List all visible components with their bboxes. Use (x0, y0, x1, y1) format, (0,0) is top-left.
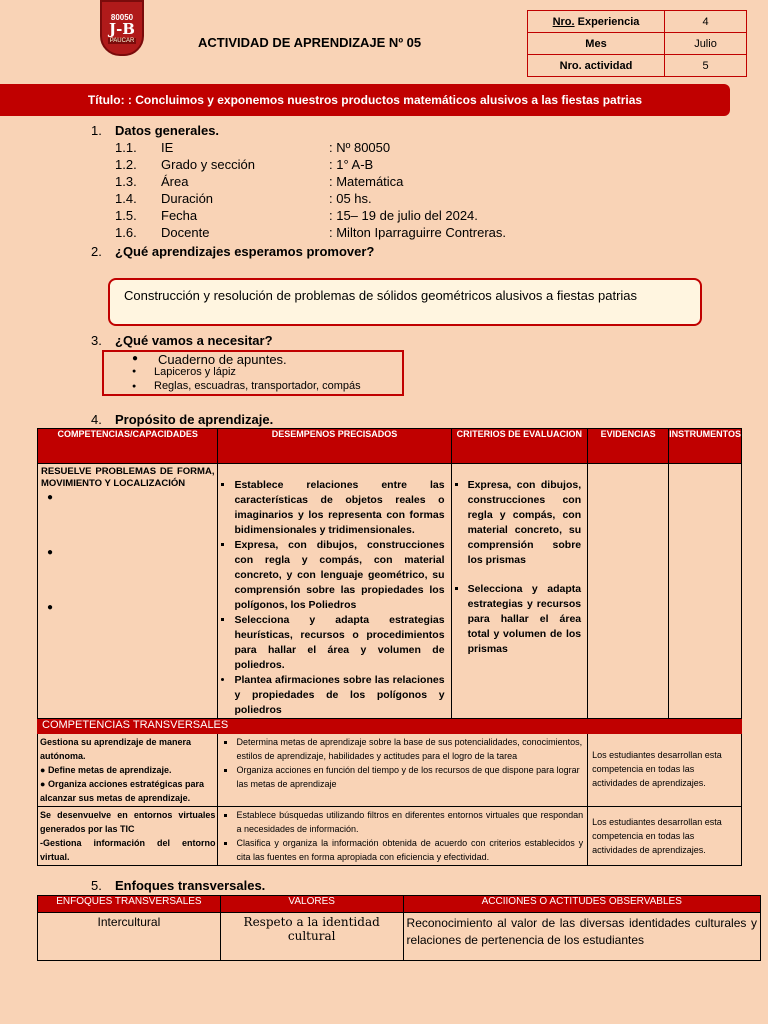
column-header: ENFOQUES TRANSVERSALES (38, 896, 221, 913)
logo-initials: J-B (108, 19, 135, 38)
list-item: ▪ Organiza acciones en función del tiempo y de los recursos de que dispone para lograr las metas de aprendizaje (236, 763, 583, 791)
bullet-icon: ● (47, 602, 54, 613)
need-item: Cuaderno de apuntes. (158, 352, 287, 367)
enfoques-table (37, 895, 761, 961)
column-header: DESEMPENOS PRECISADOS (218, 429, 451, 464)
accion-cell: Reconocimiento al valor de las diversas identidades culturales y relaciones de pertenencia de los estudiantes (403, 913, 760, 961)
section-number: 2. (91, 244, 102, 259)
t1-capacidad: ● Organiza acciones estratégicas para alcanzar sus metas de aprendizaje. (40, 779, 205, 803)
datos-key: Grado y sección (161, 157, 255, 172)
section-title: Datos generales. (115, 123, 220, 138)
instrumentos-cell (669, 464, 742, 719)
enfoque-cell: Intercultural (38, 913, 221, 961)
info-value: Julio (665, 33, 747, 55)
info-label: Nro. Experiencia (528, 11, 665, 33)
competencia-cell (38, 464, 218, 719)
aprendizaje-box: Construcción y resolución de problemas de sólidos geométricos alusivos a fiestas patrias (108, 278, 702, 326)
t1-nota: Los estudiantes desarrollan esta competencia en todas las actividades de aprendizajes. (588, 734, 742, 807)
t1-desempenos-cell (218, 734, 588, 807)
list-item: ▪ Selecciona y adapta estrategias heurísticas, recursos o procedimientos para hallar el área y volumen de poliedros. (234, 613, 444, 673)
datos-num: 1.5. (115, 208, 137, 223)
datos-num: 1.2. (115, 157, 137, 172)
bullet-icon: ● (132, 353, 139, 364)
t2-competencia: Se desenvuelve en entornos virtuales generados por las TIC (40, 810, 216, 834)
datos-value: : 15– 19 de julio del 2024. (329, 208, 478, 223)
datos-value: : Milton Iparraguirre Contreras. (329, 225, 507, 240)
info-value: 5 (665, 55, 747, 77)
list-item: • Plantea afirmaciones sobre las relaciones y propiedades de los polígonos y poliedros (234, 673, 444, 718)
t1-competencia: Gestiona su aprendizaje de manera autónoma. (40, 737, 192, 761)
datos-num: 1.1. (115, 140, 137, 155)
logo-caption: PAUCAR (109, 37, 135, 44)
bullet-icon: ● (132, 368, 137, 375)
desempenos-cell (218, 464, 451, 719)
table-row (38, 913, 761, 961)
transversales-bar: COMPETENCIAS TRANSVERSALES (38, 719, 742, 734)
title-banner: Título: : Concluimos y exponemos nuestros productos matemáticos alusivos a las fiestas patrias (0, 84, 730, 116)
column-header: ACCIIONES O ACTITUDES OBSERVABLES (403, 896, 760, 913)
datos-num: 1.6. (115, 225, 137, 240)
info-row (528, 55, 747, 77)
t2-desempenos-list (222, 808, 583, 864)
list-item: ▪ Clasifica y organiza la información obtenida de acuerdo con criterios establecidos y cita las fuentes en forma apropiada con eficiencia y efectividad. (236, 836, 583, 864)
column-header: INSTRUMENTOS (669, 429, 742, 464)
info-value: 4 (665, 11, 747, 33)
t1-desempenos-list (222, 735, 583, 791)
need-item: Lapiceros y lápiz (154, 366, 236, 378)
bullet-icon: ● (132, 383, 137, 390)
list-item: ▪ Establece relaciones entre las características de objetos reales o imaginarios y los representa con formas bidimensionales y tridimensionales. (234, 478, 444, 538)
table-header-row (38, 429, 742, 464)
datos-value: : 1° A-B (329, 157, 374, 172)
t2-capacidad: -Gestiona información del entorno virtual. (40, 838, 216, 862)
t2-competencia-cell (38, 807, 218, 866)
evidencias-cell (588, 464, 669, 719)
section-title: ¿Qué aprendizajes esperamos promover? (115, 244, 375, 259)
list-item: ▪ Selecciona y adapta estrategias y recursos para hallar el área total y volumen de los prismas (468, 582, 582, 657)
need-item: Reglas, escuadras, transportador, compás (154, 380, 361, 392)
datos-num: 1.3. (115, 174, 137, 189)
list-item: ▪ Expresa, con dibujos, construcciones con regla y compás, con material concreto, su comprensión sobre los prismas (468, 478, 582, 568)
datos-value: : 05 hs. (329, 191, 372, 206)
t1-capacidad: ● Define metas de aprendizaje. (40, 765, 172, 775)
datos-key: Docente (161, 225, 210, 240)
section-title: Propósito de aprendizaje. (115, 412, 274, 427)
page-title: ACTIVIDAD DE APRENDIZAJE Nº 05 (198, 35, 422, 50)
info-label: Mes (528, 33, 665, 55)
info-row (528, 11, 747, 33)
bullet-icon: ● (47, 492, 54, 503)
section-number: 5. (91, 878, 102, 893)
section-title: ¿Qué vamos a necesitar? (115, 333, 273, 348)
t2-desempenos-cell (218, 807, 588, 866)
datos-row (0, 191, 768, 208)
datos-key: Duración (161, 191, 214, 206)
list-item: ▪ Establece búsquedas utilizando filtros en diferentes entornos virtuales que respondan a necesidades de información. (236, 808, 583, 836)
t2-nota: Los estudiantes desarrollan esta competencia en todas las actividades de aprendizajes. (588, 807, 742, 866)
criterios-cell (451, 464, 588, 719)
column-header: COMPETENCIAS/CAPACIDADES (38, 429, 218, 464)
proposito-table (37, 428, 742, 866)
logo-number: 80050 (110, 12, 134, 22)
section-number: 3. (91, 333, 102, 348)
competencia-text: RESUELVE PROBLEMAS DE FORMA, MOVIMIENTO Y LOCALIZACIÓN (41, 466, 215, 489)
bullet-icon: ● (47, 547, 54, 558)
datos-row (0, 225, 768, 242)
info-table (527, 10, 747, 77)
table-row (38, 807, 742, 866)
datos-row (0, 208, 768, 225)
section-title: Enfoques transversales. (115, 878, 266, 893)
datos-num: 1.4. (115, 191, 137, 206)
datos-row (0, 174, 768, 191)
section-number: 1. (91, 123, 102, 138)
table-row (38, 464, 742, 719)
datos-value: : Nº 80050 (329, 140, 391, 155)
info-row (528, 33, 747, 55)
datos-value: : Matemática (329, 174, 404, 189)
datos-key: Fecha (161, 208, 198, 223)
t1-competencia-cell (38, 734, 218, 807)
info-label: Nro. actividad (528, 55, 665, 77)
column-header: EVIDENCIAS (588, 429, 669, 464)
desempenos-list (222, 478, 444, 718)
list-item: ▪ Determina metas de aprendizaje sobre la base de sus potencialidades, conocimientos, estilos de aprendizaje, habilidades y actitudes para el logro de la tarea (236, 735, 583, 763)
datos-row (0, 157, 768, 174)
valor-cell: Respeto a la identidad cultural (220, 913, 403, 961)
datos-key: Área (161, 174, 189, 189)
table-header-row (38, 896, 761, 913)
school-logo (100, 0, 144, 56)
table-row (38, 734, 742, 807)
criterios-list (456, 478, 582, 657)
list-item: ▪ Expresa, con dibujos, construcciones con regla y compás, con material concreto, y con lenguaje geométrico, su comprensión sobre las propiedades los polígonos, los Poliedros (234, 538, 444, 613)
table-row (38, 719, 742, 734)
column-header: VALORES (220, 896, 403, 913)
section-number: 4. (91, 412, 102, 427)
necesitar-box (102, 350, 404, 396)
datos-key: IE (161, 140, 174, 155)
datos-row (0, 140, 768, 157)
column-header: CRITERIOS DE EVALUACION (451, 429, 588, 464)
